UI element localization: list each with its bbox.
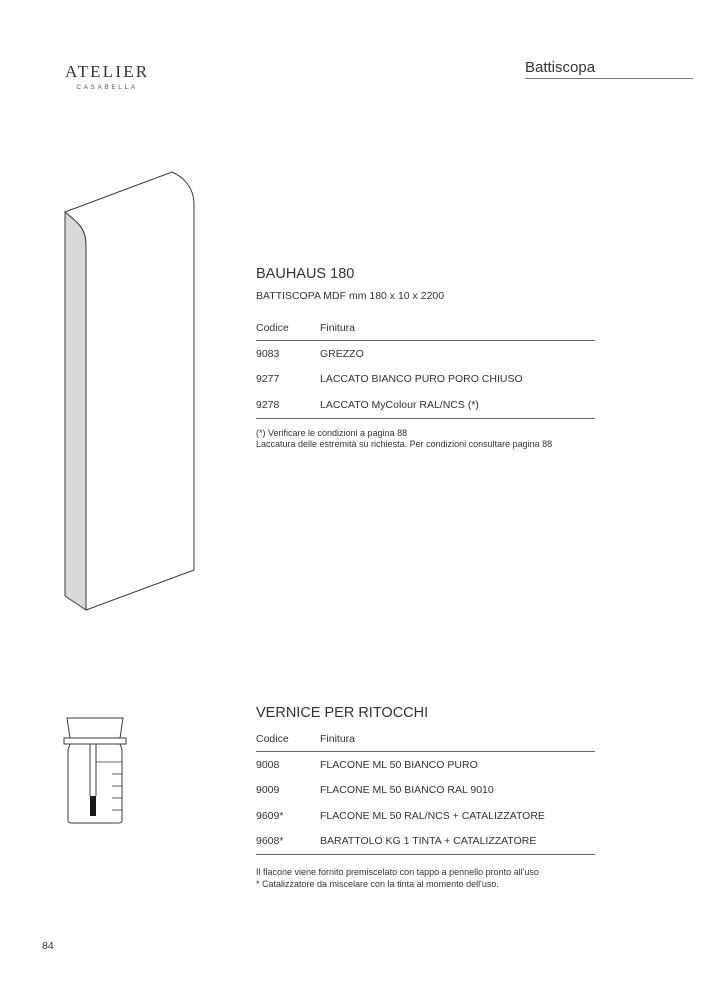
- section-subtitle: BATTISCOPA MDF mm 180 x 10 x 2200: [256, 290, 445, 302]
- bauhaus-section: [256, 265, 595, 451]
- section-title: VERNICE PER RITOCCHI: [256, 705, 429, 721]
- table-row: [256, 803, 595, 829]
- code-cell: 9083: [256, 347, 280, 360]
- table-header-row: [256, 316, 595, 341]
- column-header-finish: Finitura: [320, 727, 595, 752]
- code-cell: 9008: [256, 758, 280, 771]
- codes-table: [256, 316, 595, 419]
- table-row: [256, 341, 595, 367]
- column-header-code: Codice: [256, 727, 320, 752]
- code-cell: 9609*: [256, 809, 284, 822]
- finish-cell: LACCATO MyColour RAL/NCS (*): [320, 392, 595, 418]
- codes-table: [256, 727, 595, 855]
- finish-cell: FLACONE ML 50 BIANCO PURO: [320, 758, 478, 771]
- brand-name: ATELIER: [65, 62, 150, 81]
- table-header-row: [256, 727, 595, 752]
- finish-cell: BARATTOLO KG 1 TINTA + CATALIZZATORE: [320, 829, 595, 855]
- column-header-code: Codice: [256, 316, 320, 341]
- section-notes: [256, 428, 595, 451]
- code-cell: 9608*: [256, 829, 320, 855]
- paint-bottle-illustration: [62, 716, 128, 826]
- section-notes: [256, 867, 595, 890]
- vernice-section: [256, 704, 595, 890]
- page-title: Battiscopa: [525, 59, 596, 76]
- skirting-board-illustration: [60, 168, 200, 618]
- table-row: [256, 392, 595, 418]
- finish-cell: GREZZO: [320, 347, 364, 360]
- brand-sub: CASABELLA: [76, 84, 138, 91]
- finish-cell: FLACONE ML 50 BIANCO RAL 9010: [320, 784, 494, 797]
- column-header-finish: Finitura: [320, 316, 595, 341]
- code-cell: 9277: [256, 373, 280, 386]
- table-row: [256, 367, 595, 393]
- table-row: [256, 829, 595, 855]
- table-row: [256, 752, 595, 778]
- page-number: 84: [42, 940, 54, 952]
- header-rule: [525, 78, 693, 79]
- finish-cell: FLACONE ML 50 RAL/NCS + CATALIZZATORE: [320, 809, 545, 822]
- note-line: (*) Verificare le condizioni a pagina 88: [256, 427, 408, 438]
- note-line: Laccatura delle estremità su richiesta. Per condizioni consultare pagina 88: [256, 439, 553, 449]
- note-line: Il flacone viene fornito premiscelato con tappo a pennello pronto all'uso: [256, 867, 539, 877]
- section-title: BAUHAUS 180: [256, 266, 355, 282]
- brand-logo: [65, 62, 149, 91]
- table-row: [256, 778, 595, 804]
- code-cell: 9009: [256, 784, 280, 797]
- code-cell: 9278: [256, 392, 320, 418]
- finish-cell: LACCATO BIANCO PURO PORO CHIUSO: [320, 373, 523, 386]
- note-line: * Catalizzatore da miscelare con la tinta al momento dell'uso.: [256, 878, 499, 889]
